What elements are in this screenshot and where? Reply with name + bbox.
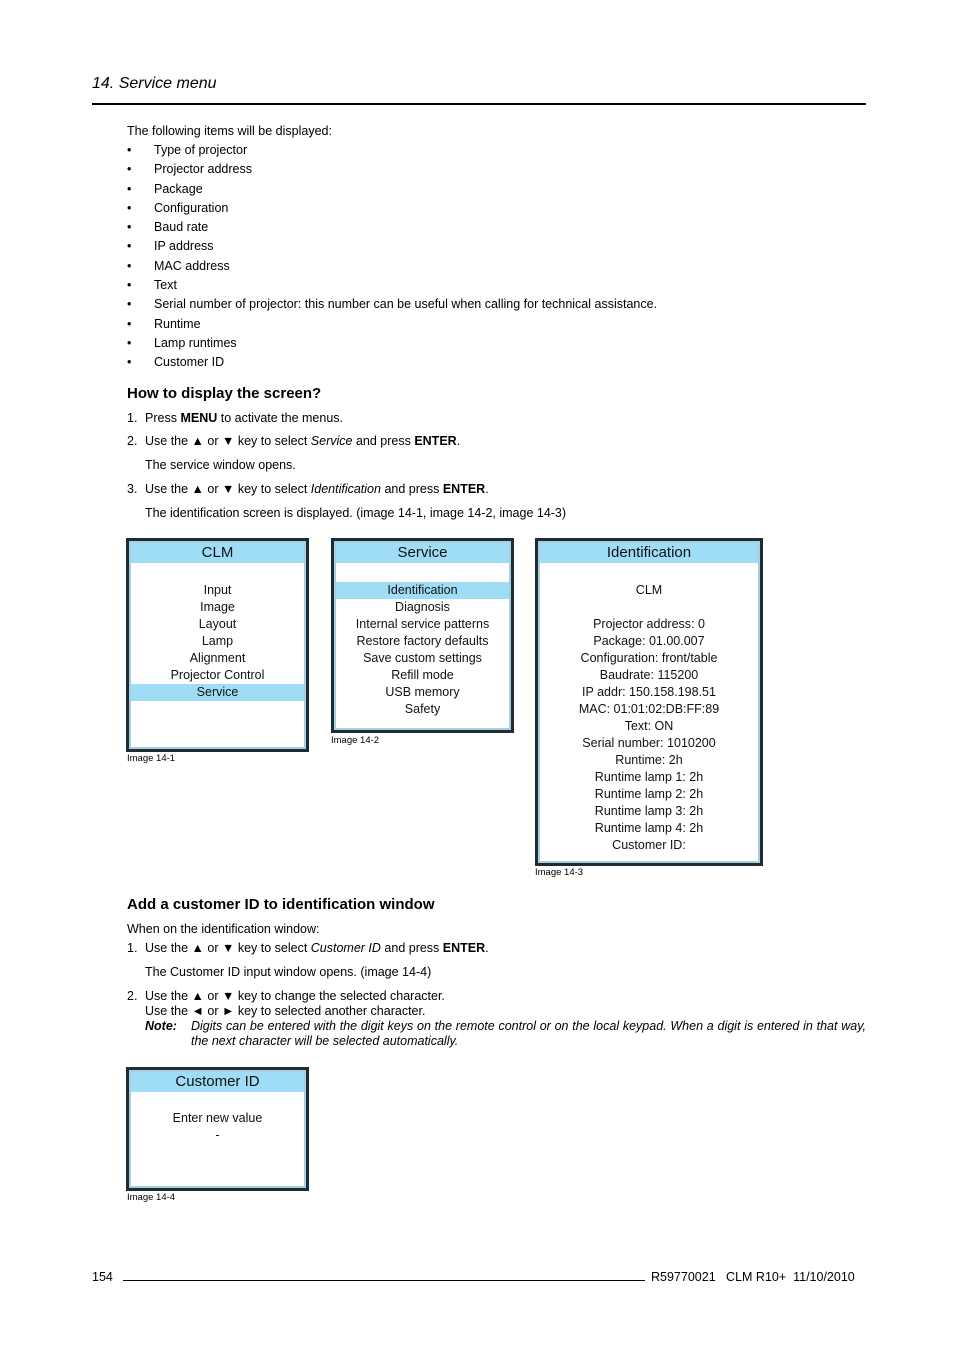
customer-id-prompt: Enter new value [172, 1111, 263, 1125]
how-to-display-heading: How to display the screen? [127, 385, 322, 402]
menu-item-projector-control: Projector Control [170, 668, 265, 682]
id-runtime-lamp-1: Runtime lamp 1: 2h [594, 770, 704, 784]
section2-intro: When on the identification window: [127, 922, 320, 936]
id-package: Package: 01.00.007 [593, 634, 705, 648]
step-2-result: The service window opens. [145, 458, 296, 472]
customer-id-screenshot [126, 1067, 309, 1191]
customer-id-value: - [215, 1128, 220, 1142]
bullet-icon: • [127, 239, 132, 254]
id-configuration: Configuration: front/table [580, 651, 718, 665]
menu-item-usb-memory: USB memory [385, 685, 460, 699]
bullet-icon: • [127, 278, 132, 293]
caption-image-14-4: Image 14-4 [127, 1192, 176, 1203]
identification-screenshot [535, 538, 763, 866]
caption-image-14-1: Image 14-1 [127, 753, 176, 764]
intro-text: The following items will be displayed: [127, 124, 332, 138]
caption-image-14-2: Image 14-2 [331, 735, 380, 746]
id-runtime-lamp-4: Runtime lamp 4: 2h [594, 821, 704, 835]
menu-item-diagnosis: Diagnosis [395, 600, 450, 614]
bullet-icon: • [127, 335, 132, 350]
id-text: Text: ON [624, 719, 674, 733]
menu-item-layout: Layout [198, 617, 237, 631]
bullet-icon: • [127, 258, 132, 273]
footer-divider [123, 1280, 645, 1281]
id-runtime: Runtime: 2h [615, 753, 683, 767]
id-projector-address: Projector address: 0 [593, 617, 705, 631]
bullet-icon: • [127, 220, 132, 235]
page-number: 154 [92, 1270, 113, 1284]
menu-item-image: Image [200, 600, 235, 614]
document-reference: R59770021 CLM R10+ 11/10/2010 [651, 1270, 855, 1284]
add-customer-id-heading: Add a customer ID to identification window [127, 896, 435, 913]
identification-title: Identification [540, 543, 758, 563]
clm-menu-title: CLM [131, 543, 304, 563]
menu-item-refill-mode: Refill mode [391, 668, 454, 682]
id-runtime-lamp-2: Runtime lamp 2: 2h [594, 787, 704, 801]
identification-projector-name: CLM [635, 583, 663, 597]
bullet-icon: • [127, 316, 132, 331]
clm-menu-screenshot [126, 538, 309, 752]
customer-step-1-result: The Customer ID input window opens. (image 14-4) [145, 965, 432, 979]
bullet-icon: • [127, 162, 132, 177]
customer-id-title: Customer ID [131, 1072, 304, 1092]
menu-item-restore-factory-defaults: Restore factory defaults [356, 634, 489, 648]
note-text: Digits can be entered with the digit keys on the remote control or on the local keypad. When a digit is entered in that way, the next character will be selected automatically. [191, 1019, 866, 1048]
bullet-icon: • [127, 297, 132, 312]
menu-item-safety: Safety [404, 702, 441, 716]
service-menu-screenshot [331, 538, 514, 733]
id-mac: MAC: 01:01:02:DB:FF:89 [578, 702, 720, 716]
step-3-result: The identification screen is displayed. (image 14-1, image 14-2, image 14-3) [145, 506, 567, 520]
menu-item-alignment: Alignment [189, 651, 246, 665]
menu-item-identification-selected: Identification [336, 582, 509, 599]
bullet-icon: • [127, 200, 132, 215]
menu-item-lamp: Lamp [201, 634, 234, 648]
id-runtime-lamp-3: Runtime lamp 3: 2h [594, 804, 704, 818]
section-title: 14. Service menu [92, 75, 217, 92]
menu-item-internal-service-patterns: Internal service patterns [355, 617, 490, 631]
header-divider [92, 103, 866, 105]
bullet-icon: • [127, 355, 132, 370]
id-serial-number: Serial number: 1010200 [582, 736, 716, 750]
note-label: Note: [145, 1019, 177, 1033]
bullet-icon: • [127, 143, 132, 157]
menu-item-save-custom-settings: Save custom settings [363, 651, 482, 665]
bullet-icon: • [127, 181, 132, 196]
id-customer-id: Customer ID: [612, 838, 686, 852]
id-ip-addr: IP addr: 150.158.198.51 [582, 685, 716, 699]
caption-image-14-3: Image 14-3 [535, 867, 584, 878]
menu-item-service-selected: Service [131, 684, 304, 701]
menu-item-input: Input [203, 583, 232, 597]
customer-step-2-line2: Use the ◄ or ► key to selected another character. [145, 1004, 426, 1018]
id-baudrate: Baudrate: 115200 [599, 668, 699, 682]
service-menu-title: Service [336, 543, 509, 563]
